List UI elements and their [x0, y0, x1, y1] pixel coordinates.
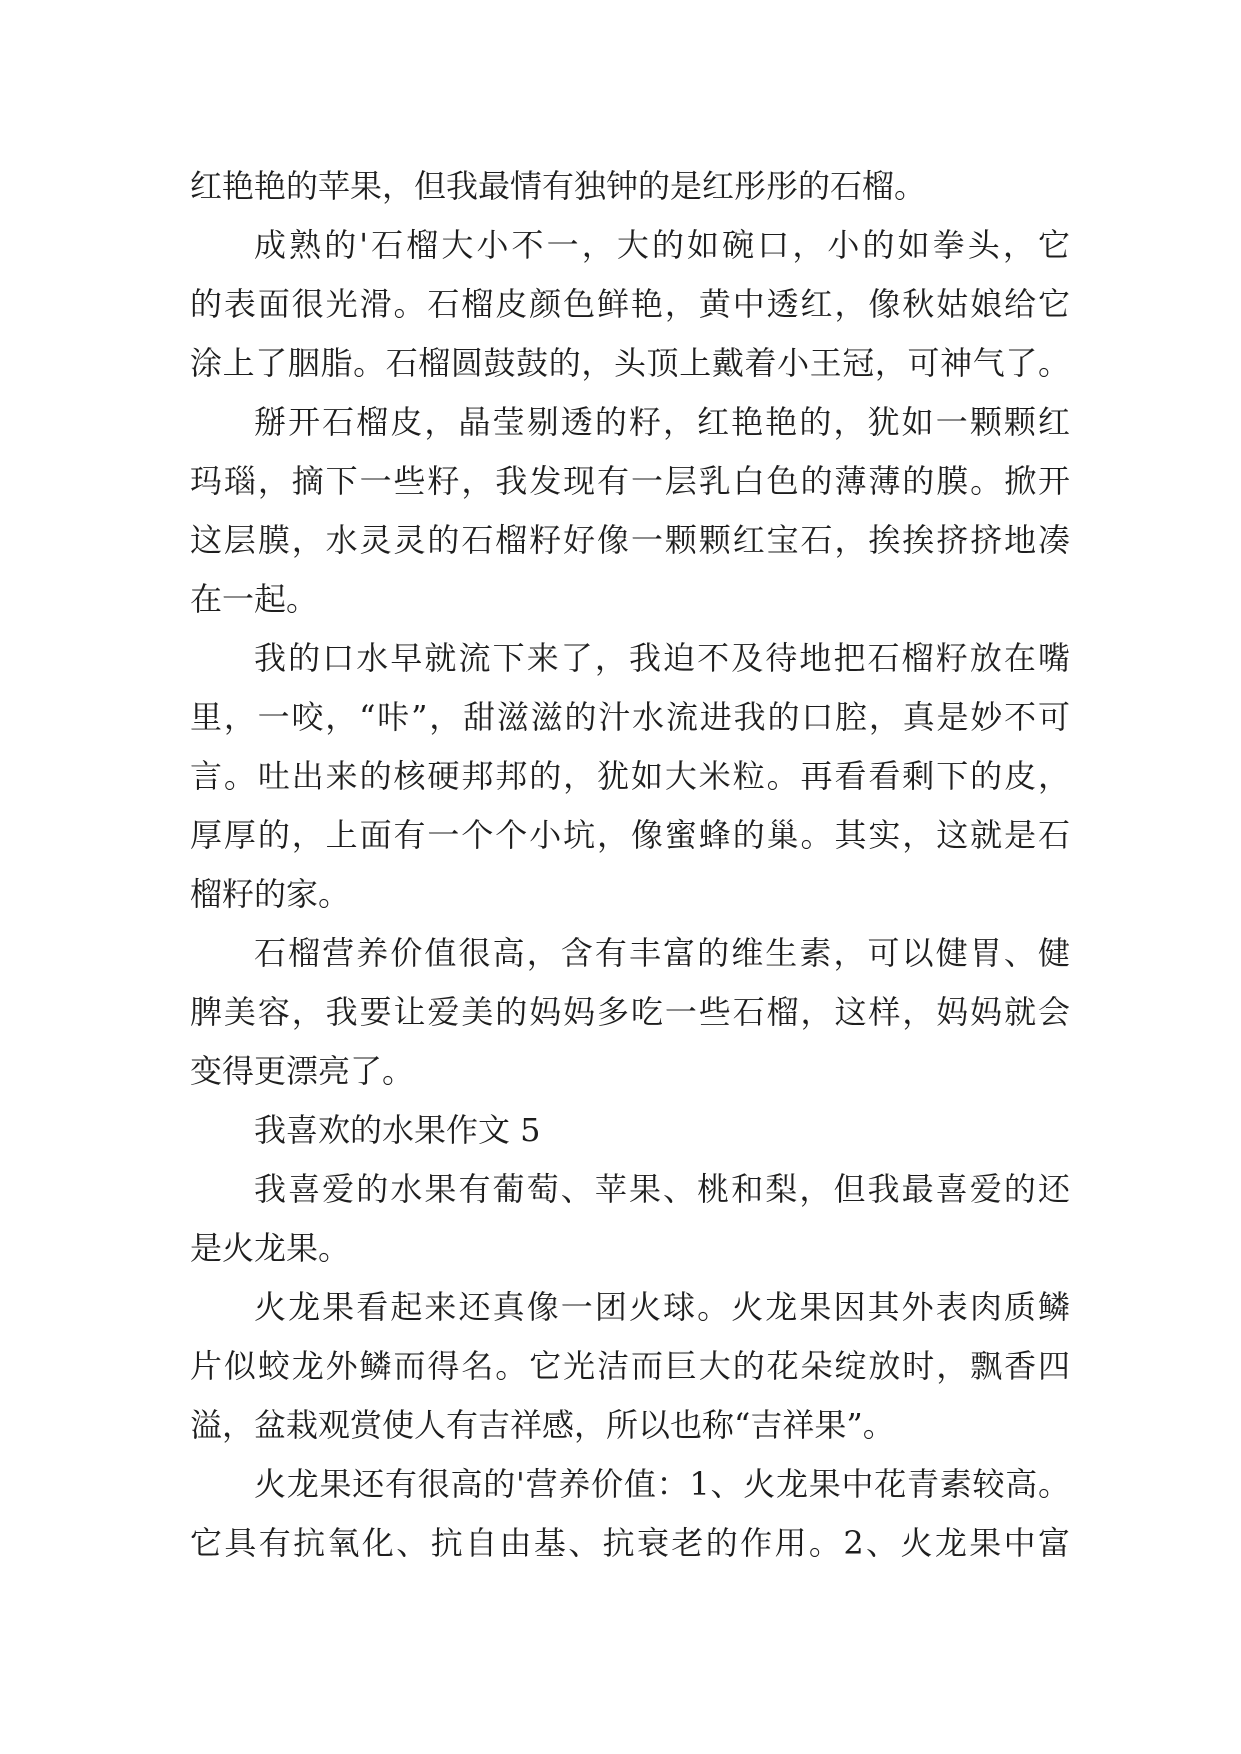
- body-text: [190, 157, 1070, 1573]
- text-line: 榴籽的家。: [190, 875, 351, 913]
- text-line: 火龙果还有很高的'营养价值：1、火龙果中花青素较高。: [254, 1465, 1070, 1503]
- text-line: 我喜爱的水果有葡萄、苹果、桃和梨，但我最喜爱的还: [254, 1170, 1070, 1208]
- text-line: 它具有抗氧化、抗自由基、抗衰老的作用。2、火龙果中富: [190, 1524, 1070, 1562]
- text-line: 涂上了胭脂。石榴圆鼓鼓的，头顶上戴着小王冠，可神气了。: [190, 344, 1070, 382]
- text-line: 玛瑙，摘下一些籽，我发现有一层乳白色的薄薄的膜。掀开: [190, 462, 1070, 500]
- text-line: 片似蛟龙外鳞而得名。它光洁而巨大的花朵绽放时，飘香四: [190, 1347, 1070, 1385]
- text-line: 溢，盆栽观赏使人有吉祥感，所以也称“吉祥果”。: [190, 1406, 895, 1444]
- text-line: 我的口水早就流下来了，我迫不及待地把石榴籽放在嘴: [254, 639, 1070, 677]
- text-line: 石榴营养价值很高，含有丰富的维生素，可以健胃、健: [254, 934, 1070, 972]
- text-line: 的表面很光滑。石榴皮颜色鲜艳，黄中透红，像秋姑娘给它: [190, 285, 1070, 323]
- text-line: 成熟的'石榴大小不一，大的如碗口，小的如拳头，它: [254, 226, 1070, 264]
- text-line: 变得更漂亮了。: [190, 1052, 415, 1090]
- text-line: 掰开石榴皮，晶莹剔透的籽，红艳艳的，犹如一颗颗红: [254, 403, 1070, 441]
- text-line: 是火龙果。: [190, 1229, 351, 1267]
- text-line: 厚厚的，上面有一个个小坑，像蜜蜂的巢。其实，这就是石: [190, 816, 1070, 854]
- text-line: 红艳艳的苹果，但我最情有独钟的是红彤彤的石榴。: [190, 167, 927, 205]
- text-line: 脾美容，我要让爱美的妈妈多吃一些石榴，这样，妈妈就会: [190, 993, 1070, 1031]
- text-line: 火龙果看起来还真像一团火球。火龙果因其外表肉质鳞: [254, 1288, 1070, 1326]
- text-line: 这层膜，水灵灵的石榴籽好像一颗颗红宝石，挨挨挤挤地凑: [190, 521, 1070, 559]
- text-line: 我喜欢的水果作文 5: [254, 1111, 541, 1149]
- text-line: 言。吐出来的核硬邦邦的，犹如大米粒。再看看剩下的皮，: [190, 757, 1070, 795]
- text-line: 里，一咬，“咔”，甜滋滋的汁水流进我的口腔，真是妙不可: [190, 698, 1070, 736]
- text-line: 在一起。: [190, 580, 319, 618]
